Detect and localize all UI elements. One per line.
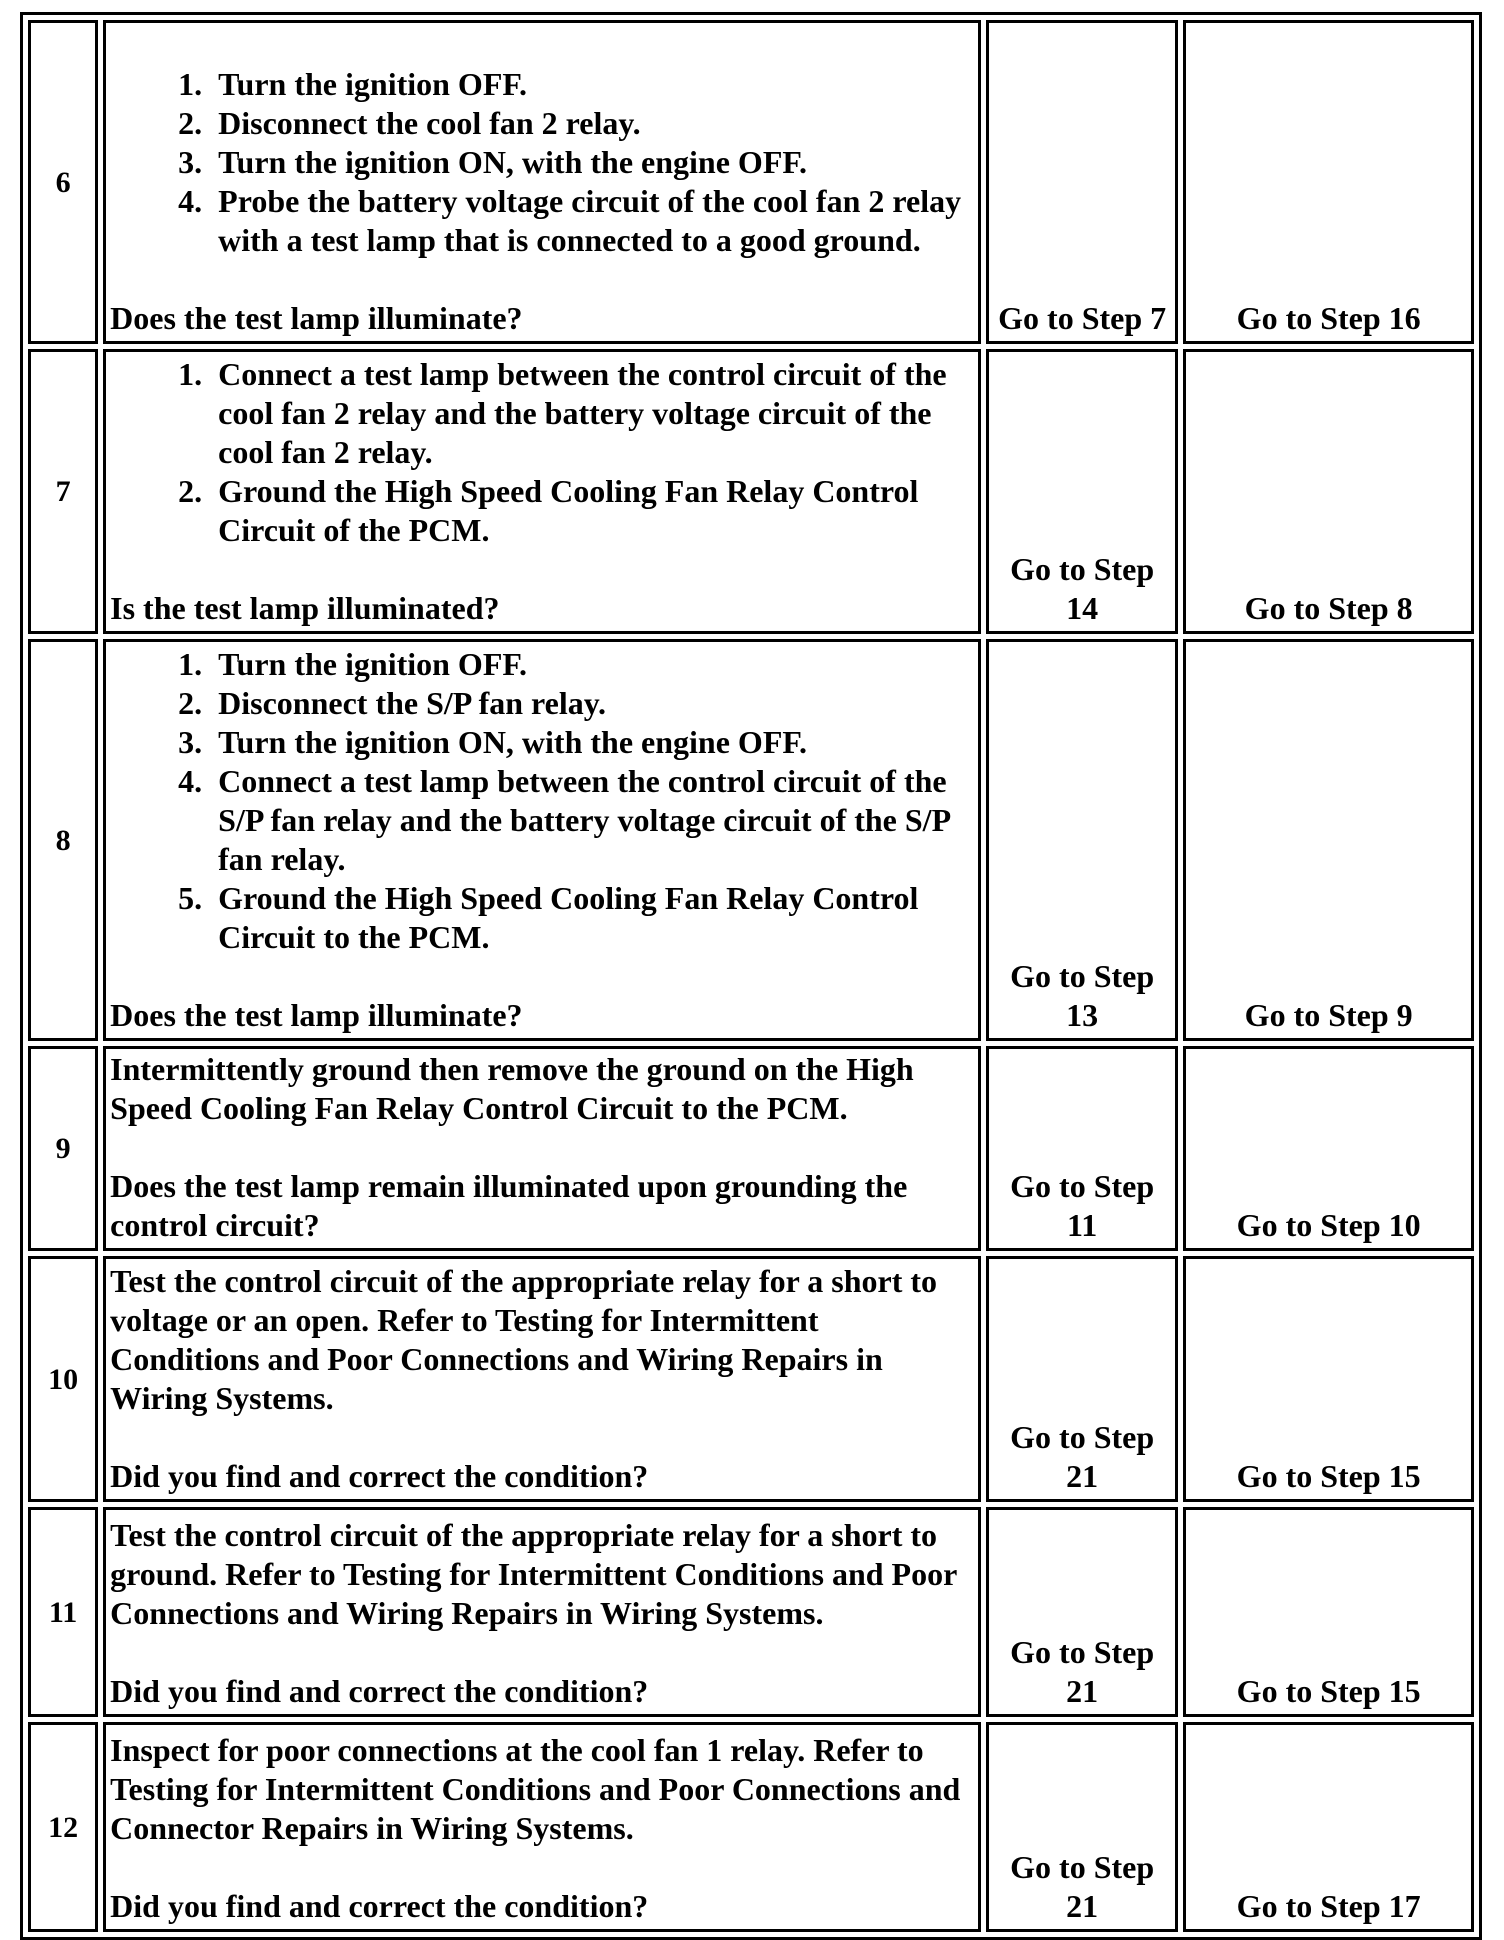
step-question: Does the test lamp illuminate? [110,997,523,1033]
table-row [28,1722,1474,1932]
step-number: 10 [28,1256,98,1502]
step-instruction: Inspect for poor connections at the cool fan 1 relay. Refer to Testing for Intermittent Conditions and Poor Connections and Connector Repairs in Wiring Systems. [110,1732,961,1846]
list-item: 2. Disconnect the S/P fan relay. [210,684,974,723]
list-item: 2. Disconnect the cool fan 2 relay. [210,104,974,143]
yes-result: Go to Step 7 [986,20,1178,344]
action-list [110,65,974,260]
yes-result: Go to Step 11 [986,1046,1178,1251]
list-item: 4. Connect a test lamp between the control circuit of the S/P fan relay and the battery voltage circuit of the S/P fan relay. [210,762,974,879]
step-number: 6 [28,20,98,344]
diagnostic-table [20,12,1482,1940]
step-question: Does the test lamp remain illuminated upon grounding the control circuit? [110,1168,908,1243]
step-instruction: Test the control circuit of the appropriate relay for a short to ground. Refer to Testing for Intermittent Conditions and Poor Connections and Wiring Repairs in Wiring Systems. [110,1517,957,1631]
table-row [28,1256,1474,1502]
no-result: Go to Step 17 [1183,1722,1474,1932]
list-item: 3. Turn the ignition ON, with the engine OFF. [210,723,974,762]
yes-result: Go to Step 21 [986,1256,1178,1502]
no-result: Go to Step 8 [1183,349,1474,634]
list-item: 1. Turn the ignition OFF. [210,65,974,104]
yes-result: Go to Step 14 [986,349,1178,634]
action-cell [103,349,981,634]
no-result: Go to Step 9 [1183,639,1474,1041]
no-result: Go to Step 10 [1183,1046,1474,1251]
action-cell [103,1046,981,1251]
list-item: 2. Ground the High Speed Cooling Fan Relay Control Circuit of the PCM. [210,472,974,550]
step-question: Did you find and correct the condition? [110,1458,649,1494]
table-row [28,349,1474,634]
step-number: 11 [28,1507,98,1717]
step-number: 8 [28,639,98,1041]
step-instruction: Test the control circuit of the appropriate relay for a short to voltage or an open. Refer to Testing for Intermittent Conditions and Poor Connections and Wiring Repairs in Wiring Systems. [110,1263,937,1416]
list-item: 1. Turn the ignition OFF. [210,645,974,684]
step-number: 9 [28,1046,98,1251]
step-question: Did you find and correct the condition? [110,1888,649,1924]
list-item: 1. Connect a test lamp between the control circuit of the cool fan 2 relay and the battery voltage circuit of the cool fan 2 relay. [210,355,974,472]
table-row [28,639,1474,1041]
action-list [110,355,974,550]
action-cell [103,20,981,344]
list-item: 5. Ground the High Speed Cooling Fan Relay Control Circuit to the PCM. [210,879,974,957]
list-item: 4. Probe the battery voltage circuit of the cool fan 2 relay with a test lamp that is connected to a good ground. [210,182,974,260]
action-list [110,645,974,957]
step-question: Did you find and correct the condition? [110,1673,649,1709]
no-result: Go to Step 15 [1183,1256,1474,1502]
table-row [28,1046,1474,1251]
no-result: Go to Step 16 [1183,20,1474,344]
step-number: 7 [28,349,98,634]
action-cell [103,639,981,1041]
table-row [28,20,1474,344]
yes-result: Go to Step 13 [986,639,1178,1041]
action-cell [103,1256,981,1502]
step-number: 12 [28,1722,98,1932]
action-cell [103,1507,981,1717]
step-instruction: Intermittently ground then remove the ground on the High Speed Cooling Fan Relay Control Circuit to the PCM. [110,1051,914,1126]
yes-result: Go to Step 21 [986,1722,1178,1932]
no-result: Go to Step 15 [1183,1507,1474,1717]
yes-result: Go to Step 21 [986,1507,1178,1717]
action-cell [103,1722,981,1932]
list-item: 3. Turn the ignition ON, with the engine OFF. [210,143,974,182]
table-row [28,1507,1474,1717]
step-question: Is the test lamp illuminated? [110,590,500,626]
step-question: Does the test lamp illuminate? [110,300,523,336]
